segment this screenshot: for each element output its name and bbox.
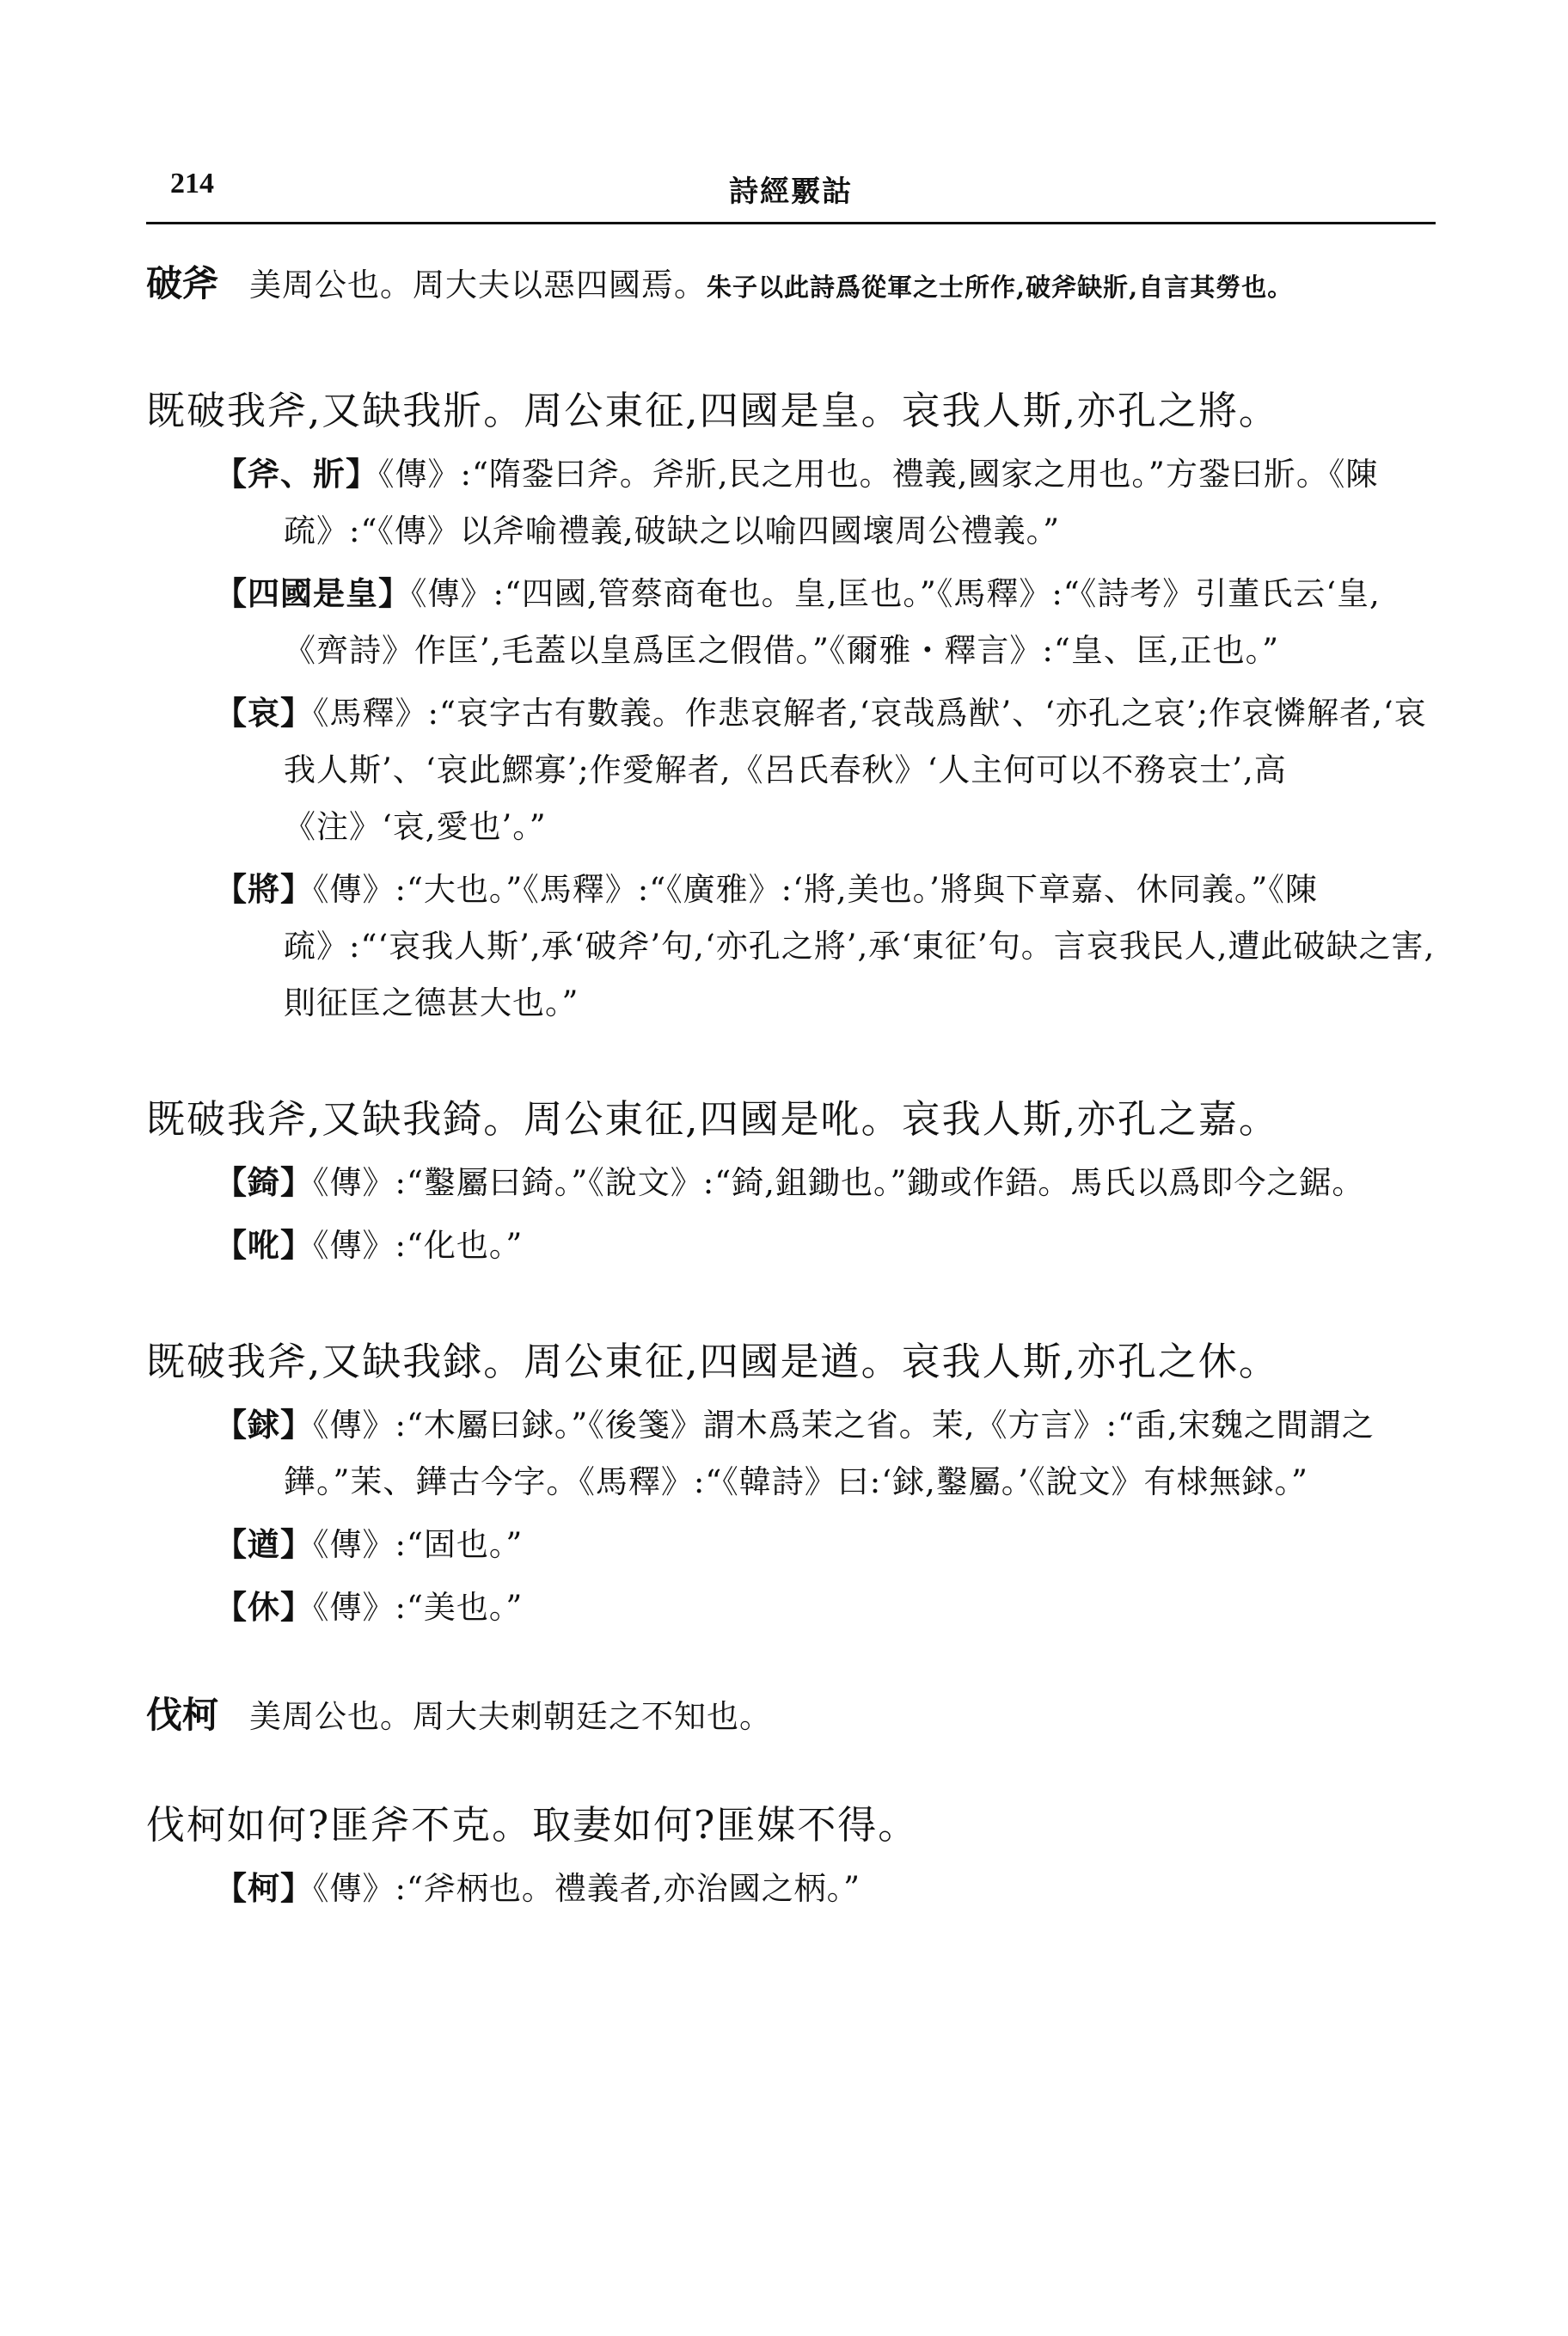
poem-heading — [146, 1689, 1436, 1743]
annotation-list — [215, 445, 1436, 1032]
annotation-text: 《傳》:“美也。” — [313, 1589, 524, 1626]
annotation-key: 【四國是皇】 — [215, 574, 411, 612]
annotation-text: 《傳》:“隋銎曰斧。斧斨,民之用也。禮義,國家之用也。”方銎曰斨。《陳疏》:“《傳》以斧喻禮義,破缺之以喻四國壞周公禮義。” — [284, 456, 1379, 549]
annotation-text: 《傳》:“大也。”《馬釋》:“《廣雅》:‘將,美也。’將與下章嘉、休同義。”《陳疏》:“‘哀我人斯’,承‘破斧’句,‘亦孔之將’,承‘東征’句。言哀我民人,遭此破缺之害,則征匡之德甚大也。” — [284, 871, 1436, 1021]
running-title: 詩經覈詁 — [729, 175, 853, 209]
annotation — [215, 861, 1436, 1032]
poem-intro: 美周公也。周大夫刺朝廷之不知也。 — [249, 1698, 773, 1735]
annotation-key: 【吪】 — [215, 1226, 313, 1264]
annotation — [215, 684, 1436, 855]
page-number: 214 — [170, 168, 214, 199]
annotation-text: 《馬釋》:“哀字古有數義。作悲哀解者,‘哀哉爲猷’、‘亦孔之哀’;作哀憐解者,‘哀我人斯’、‘哀此鰥寡’;作愛解者,《呂氏春秋》‘人主何可以不務哀士’,高《注》‘哀,愛也’。” — [284, 695, 1427, 845]
page-content — [146, 258, 1436, 1922]
poem-title: 破斧 — [146, 262, 219, 304]
stanza — [146, 1791, 1436, 1917]
poem-title: 伐柯 — [146, 1694, 219, 1736]
stanza-text: 既破我斧,又缺我斨。周公東征,四國是皇。哀我人斯,亦孔之將。 — [146, 388, 1279, 433]
annotation — [215, 445, 1436, 560]
annotation — [215, 1860, 1436, 1917]
annotation-key: 【柯】 — [215, 1869, 313, 1907]
annotation-key: 【休】 — [215, 1588, 313, 1626]
header-rule — [146, 222, 1436, 224]
annotation — [215, 1154, 1436, 1211]
annotation-text: 《傳》:“鑿屬曰錡。”《說文》:“錡,鉏鋤也。”鋤或作鋙。馬氏以爲即今之鋸。 — [313, 1164, 1365, 1201]
annotation-text: 《傳》:“斧柄也。禮義者,亦治國之柄。” — [313, 1870, 861, 1907]
poem-heading — [146, 258, 1436, 313]
stanza-text: 伐柯如何?匪斧不克。取妻如何?匪媒不得。 — [146, 1802, 919, 1848]
annotation-key: 【銶】 — [215, 1406, 313, 1444]
stanza-text: 既破我斧,又缺我銶。周公東征,四國是遒。哀我人斯,亦孔之休。 — [146, 1339, 1279, 1384]
stanza — [146, 1327, 1436, 1636]
annotation-key: 【遒】 — [215, 1525, 313, 1563]
annotation — [215, 565, 1436, 679]
page-header — [146, 168, 1436, 219]
annotation-key: 【斧、斨】 — [215, 455, 378, 493]
annotation-key: 【哀】 — [215, 694, 313, 732]
poem-small-note: 朱子以此詩爲從軍之士所作,破斧缺斨,自言其勞也。 — [707, 273, 1294, 302]
annotation-list — [215, 1860, 1436, 1917]
annotation-text: 《傳》:“化也。” — [313, 1227, 524, 1264]
stanza-text: 既破我斧,又缺我錡。周公東征,四國是吪。哀我人斯,亦孔之嘉。 — [146, 1096, 1279, 1142]
annotation-key: 【錡】 — [215, 1163, 313, 1201]
annotation — [215, 1217, 1436, 1274]
annotation-key: 【將】 — [215, 870, 313, 908]
annotation-text: 《傳》:“固也。” — [313, 1526, 524, 1563]
annotation-list — [215, 1396, 1436, 1636]
stanza — [146, 377, 1436, 1032]
annotation — [215, 1516, 1436, 1573]
stanza — [146, 1085, 1436, 1274]
annotation-list — [215, 1154, 1436, 1274]
annotation-text: 《傳》:“四國,管蔡商奄也。皇,匡也。”《馬釋》:“《詩考》引董氏云‘皇,《齊詩》作匡’,毛蓋以皇爲匡之假借。”《爾雅・釋言》:“皇、匡,正也。” — [284, 575, 1381, 669]
annotation — [215, 1396, 1436, 1511]
annotation — [215, 1579, 1436, 1636]
poem-intro: 美周公也。周大夫以惡四國焉。 — [249, 267, 707, 303]
annotation-text: 《傳》:“木屬曰銶。”《後箋》謂木爲茉之省。茉,《方言》:“臿,宋魏之間謂之鏵。”茉、鏵古今字。《馬釋》:“《韓詩》曰:‘銶,鑿屬。’《說文》有梂無銶。” — [284, 1407, 1375, 1500]
